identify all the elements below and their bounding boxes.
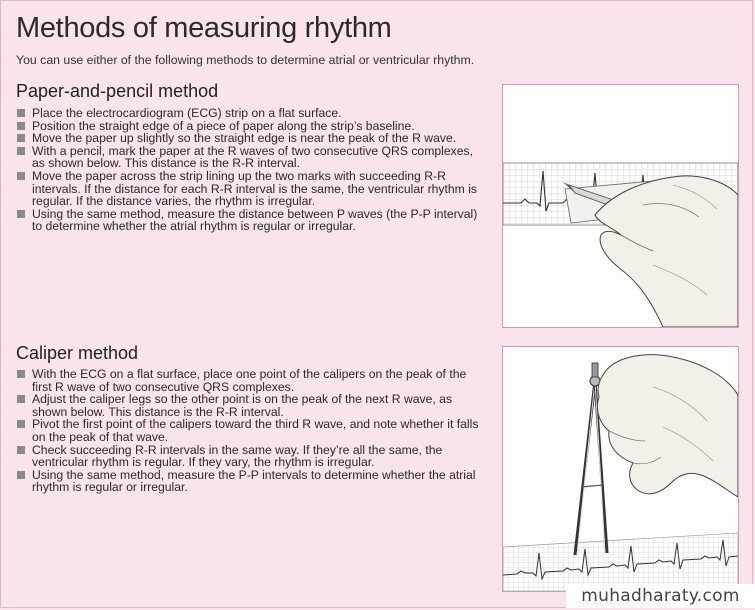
list-item: With a pencil, mark the paper at the R waves of two consecutive QRS complexes, as shown below. This distance is the R-R interval. [16,145,486,170]
section-title-paper-pencil: Paper-and-pencil method [16,81,219,101]
list-item: Adjust the caliper legs so the other point is on the peak of the next R wave, as shown below. This distance is the R-R interval. [16,393,486,418]
list-item: Pivot the first point of the calipers toward the third R wave, and note whether it falls on the peak of that wave. [16,418,486,443]
paper-pencil-illustration [502,84,739,328]
paper-pencil-drawing [503,85,738,327]
list-item: Check succeeding R-R intervals in the same way. If they’re all the same, the ventricular rhythm is regular. If they vary, the rhythm is irregular. [16,444,486,469]
paper-pencil-steps [16,107,486,233]
page-title: Methods of measuring rhythm [16,12,392,44]
list-item: Place the electrocardiogram (ECG) strip on a flat surface. [16,107,486,120]
page-subtitle: You can use either of the following methods to determine atrial or ventricular rhythm. [16,53,475,67]
list-item: Using the same method, measure the distance between P waves (the P-P interval) to determine whether the atrial rhythm is regular or irregular. [16,208,486,233]
caliper-steps [16,368,486,494]
section-title-caliper: Caliper method [16,343,139,363]
list-item: With the ECG on a flat surface, place one point of the calipers on the peak of the first R wave of two consecutive QRS complexes. [16,368,486,393]
list-item: Move the paper across the strip lining up the two marks with succeeding R-R intervals. If the distance for each R-R interval is the same, the ventricular rhythm is regular. If the distance varies, the rhythm is irregular. [16,170,486,208]
caliper-illustration [502,346,739,592]
watermark: muhadharaty.com [566,584,755,608]
caliper-drawing [503,347,738,591]
list-item: Using the same method, measure the P-P intervals to determine whether the atrial rhythm is regular or irregular. [16,469,486,494]
list-item: Position the straight edge of a piece of paper along the strip’s baseline. [16,120,486,133]
list-item: Move the paper up slightly so the straight edge is near the peak of the R wave. [16,132,486,145]
